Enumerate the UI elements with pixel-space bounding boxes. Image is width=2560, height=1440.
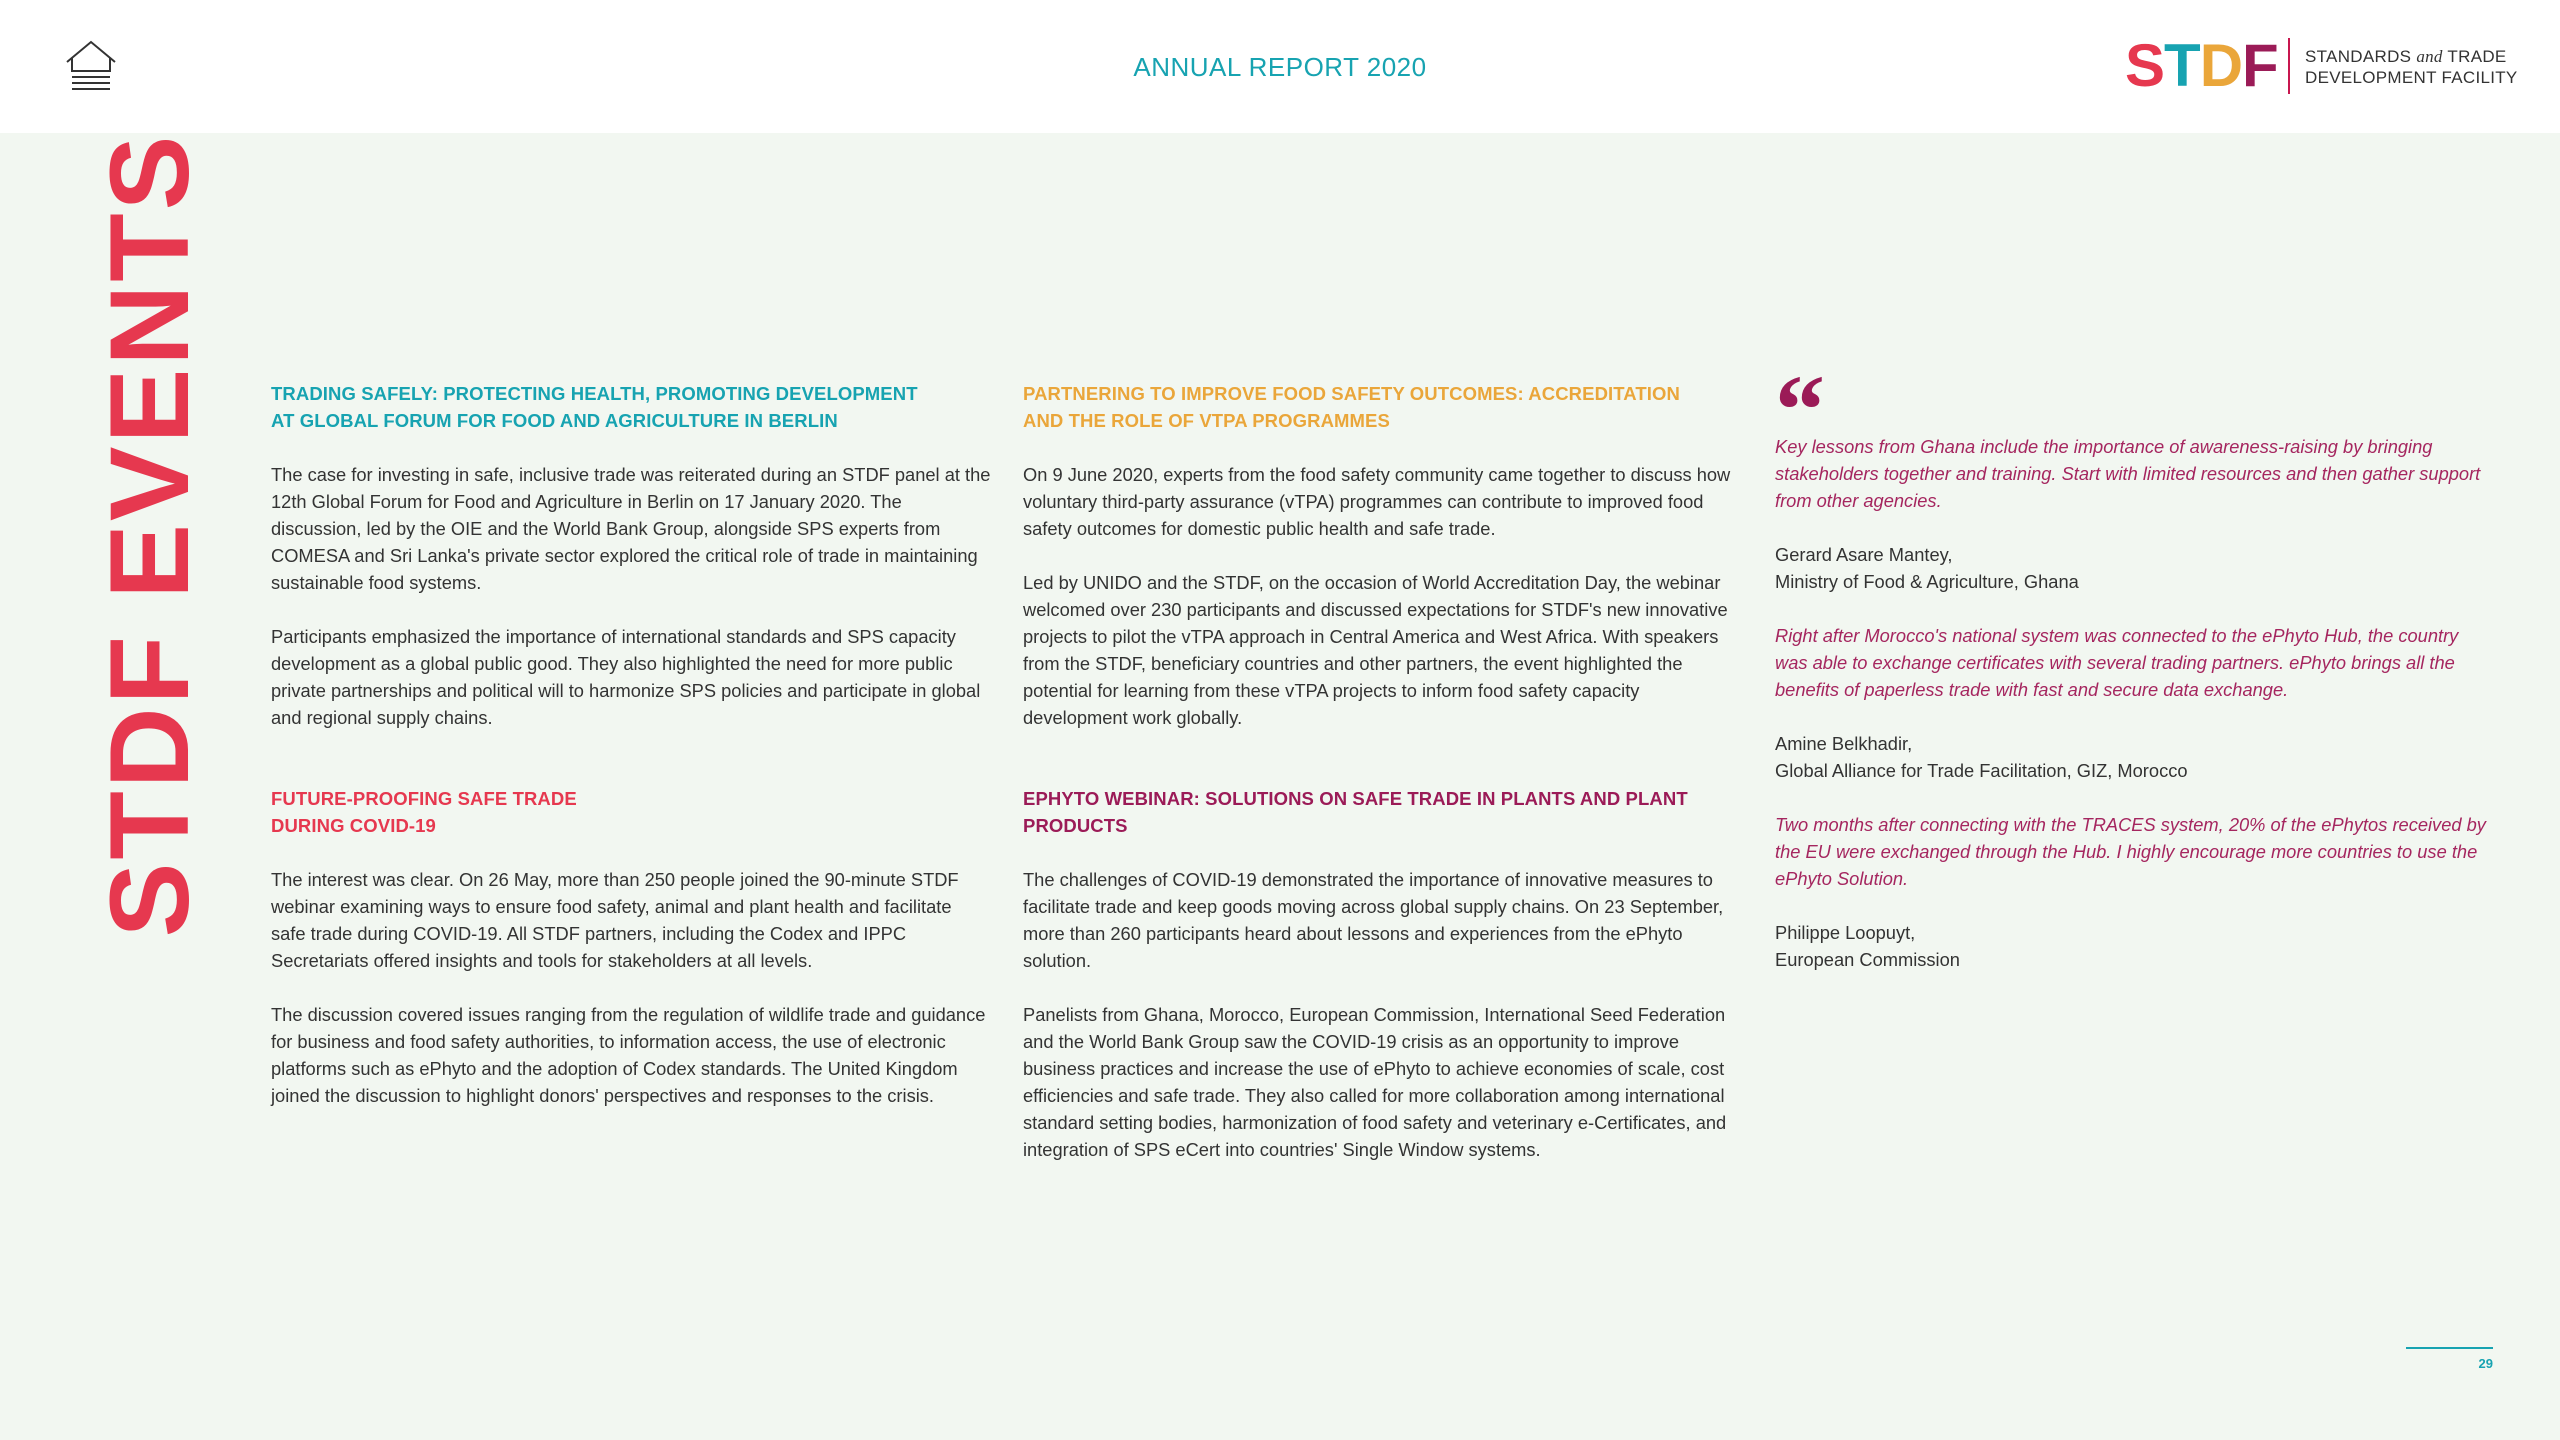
paragraph: Led by UNIDO and the STDF, on the occasion of World Accreditation Day, the webinar welcomed over 230 participants and discussed expectations for STDF's new innovative projects to pilot the vTPA approach in Central America and West Africa. With speakers from the STDF, beneficiary countries and other partners, the event highlighted the potential for learning from these vTPA projects to inform food safety capacity development work globally. — [1023, 572, 1728, 728]
column-1 — [271, 380, 991, 1136]
logo-text — [2305, 46, 2518, 88]
paragraph: On 9 June 2020, experts from the food safety community came together to discuss how voluntary third-party assurance (vTPA) programmes can contribute to improved food safety outcomes for domestic public health and safe trade. — [1023, 464, 1731, 539]
logo-letter-t: T — [2164, 32, 2200, 99]
quote-organization: Global Alliance for Trade Facilitation, GIZ, Morocco — [1775, 760, 2188, 781]
heading-line: FUTURE-PROOFING SAFE TRADE — [271, 788, 577, 809]
section-heading-vtpa — [1023, 380, 1743, 434]
logo-letter-s: S — [2125, 32, 2165, 99]
quote-mark-icon: “ — [1775, 354, 1819, 465]
page-number-rule — [2406, 1347, 2493, 1349]
heading-line: PARTNERING TO IMPROVE FOOD SAFETY OUTCOMES: ACCREDITATION — [1023, 383, 1680, 404]
logo-divider — [2288, 38, 2290, 94]
paragraph: The challenges of COVID-19 demonstrated the importance of innovative measures to facilitate trade and keep goods moving across global supply chains. On 23 September, more than 260 participants heard about lessons and experiences from the ePhyto solution. — [1023, 869, 1724, 971]
paragraph: The discussion covered issues ranging from the regulation of wildlife trade and guidance for business and food safety authorities, to information access, the use of electronic platforms such as ePhyto and the adoption of Codex standards. The United Kingdom joined the discussion to highlight donors' perspectives and responses to the crisis. — [271, 1004, 986, 1106]
paragraph: The case for investing in safe, inclusive trade was reiterated during an STDF panel at the 12th Global Forum for Food and Agriculture in Berlin on 17 January 2020. The discussion, led by the OIE and the World Bank Group, alongside SPS experts from COMESA and Sri Lanka's private sector explored the critical role of trade in maintaining sustainable food systems. — [271, 464, 991, 593]
section-heading-berlin — [271, 380, 991, 434]
logo-text-line2: DEVELOPMENT FACILITY — [2305, 68, 2518, 87]
page-number: 29 — [2478, 1356, 2493, 1371]
quote-organization: Ministry of Food & Agriculture, Ghana — [1775, 571, 2079, 592]
heading-line: AT GLOBAL FORUM FOR FOOD AND AGRICULTURE IN BERLIN — [271, 410, 838, 431]
column-2 — [1023, 380, 1743, 1190]
quote-author: Gerard Asare Mantey, — [1775, 544, 1953, 565]
logo-line1-a: STANDARDS — [2305, 47, 2417, 66]
header — [0, 0, 2560, 133]
paragraph: Panelists from Ghana, Morocco, European Commission, International Seed Federation and the World Bank Group saw the COVID-19 crisis as an opportunity to improve business practices and increase the use of ePhyto to achieve economies of scale, cost efficiencies and safe trade. They also called for more collaboration among international standard setting bodies, harmonization of food safety and veterinary e-Certificates, and integration of SPS eCert into countries' Single Window systems. — [1023, 1004, 1727, 1160]
heading-line: DURING COVID-19 — [271, 815, 436, 836]
heading-line: TRADING SAFELY: PROTECTING HEALTH, PROMOTING DEVELOPMENT — [271, 383, 918, 404]
logo-letter-d: D — [2199, 32, 2243, 99]
section-heading-ephyto: EPHYTO WEBINAR: SOLUTIONS ON SAFE TRADE IN PLANTS AND PLANT PRODUCTS — [1023, 788, 1688, 836]
quote-author: Amine Belkhadir, — [1775, 733, 1913, 754]
side-title: STDF EVENTS — [87, 132, 212, 938]
quote-author: Philippe Loopuyt, — [1775, 922, 1916, 943]
section-gap — [1023, 758, 1743, 785]
quote-text: Key lessons from Ghana include the importance of awareness-raising by bringing stakeholders together and training. Start with limited resources and then gather support from other agencies. — [1775, 436, 2481, 511]
logo-line1-b: TRADE — [2442, 47, 2507, 66]
quote-attribution — [1775, 919, 2495, 973]
side-title-container — [87, 132, 212, 938]
quote-attribution — [1775, 730, 2495, 784]
quote-attribution — [1775, 541, 2495, 595]
logo-letter-f: F — [2242, 32, 2278, 99]
logo-line1-em: and — [2416, 47, 2443, 66]
stdf-logo[interactable] — [2125, 32, 2525, 99]
report-title: ANNUAL REPORT 2020 — [1133, 52, 1427, 82]
quote-organization: European Commission — [1775, 949, 1960, 970]
quote-text: Right after Morocco's national system was connected to the ePhyto Hub, the country was able to exchange certificates with several trading partners. ePhyto brings all the benefits of paperless trade with fast and secure data exchange. — [1775, 625, 2459, 700]
paragraph: The interest was clear. On 26 May, more than 250 people joined the 90-minute STDF webinar examining ways to ensure food safety, animal and plant health and facilitate safe trade during COVID-19. All STDF partners, including the Codex and IPPC Secretariats offered insights and tools for stakeholders at all levels. — [271, 869, 959, 971]
section-gap — [271, 758, 991, 785]
section-heading-covid — [271, 785, 991, 839]
column-3-quotes — [1775, 354, 2495, 1000]
logo-text-line1 — [2305, 46, 2518, 67]
paragraph: Participants emphasized the importance of international standards and SPS capacity development as a global public good. They also highlighted the need for more public private partnerships and political will to harmonize SPS policies and participate in global and regional supply chains. — [271, 626, 981, 728]
logo-letters — [2125, 32, 2278, 99]
quote-text: Two months after connecting with the TRACES system, 20% of the ePhytos received by the EU were exchanged through the Hub. I highly encourage more countries to use the ePhyto Solution. — [1775, 814, 2486, 889]
heading-line: AND THE ROLE OF VTPA PROGRAMMES — [1023, 410, 1390, 431]
